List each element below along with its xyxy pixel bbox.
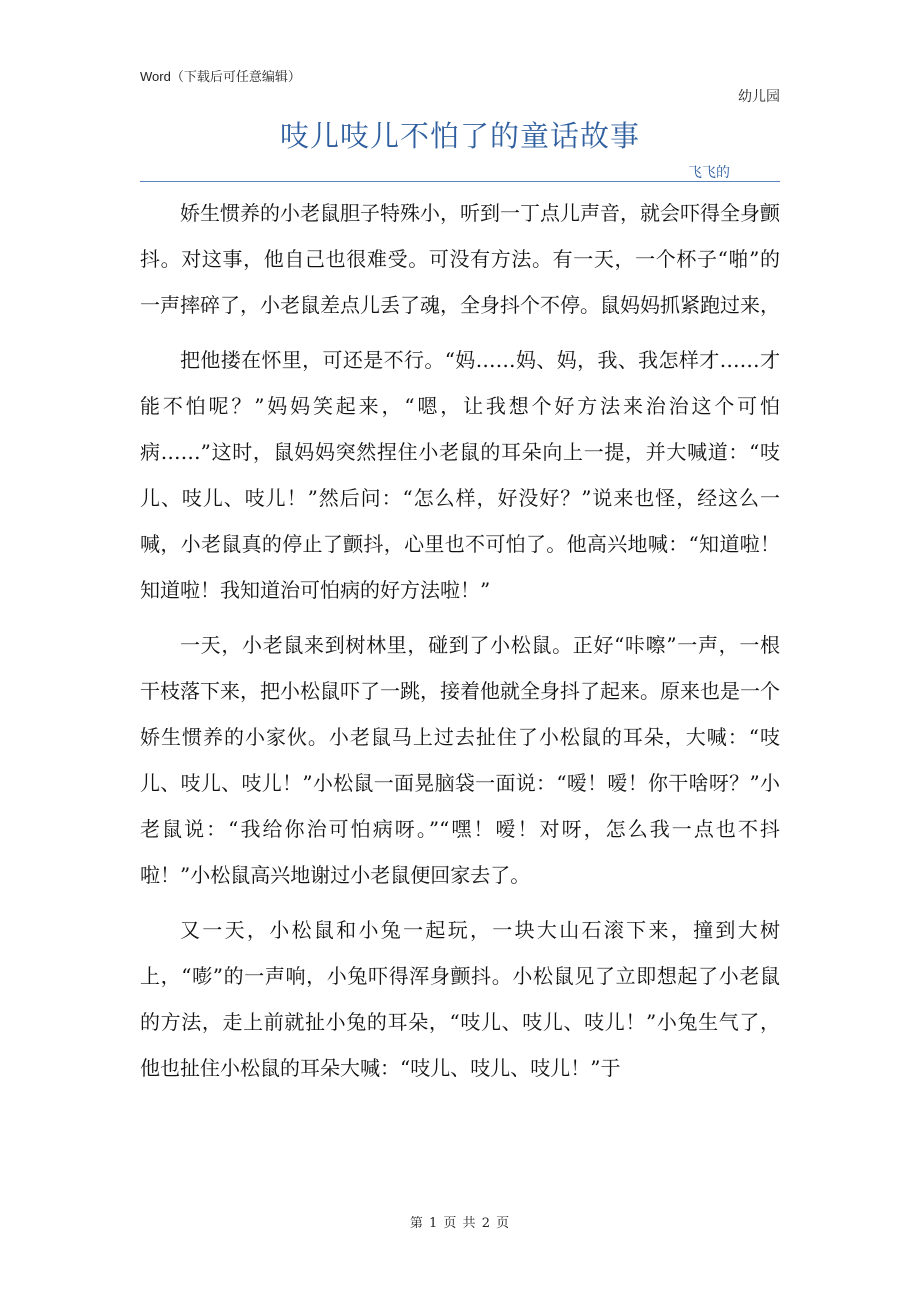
paragraph-4: 又一天，小松鼠和小兔一起玩，一块大山石滚下来，撞到大树上，“嘭”的一声响，小兔吓得浑身颤抖。小松鼠见了立即想起了小老鼠的方法，走上前就扯小兔的耳朵，“吱儿、吱儿、吱儿！”小兔生气了，他也扯住小松鼠的耳朵大喊：“吱儿、吱儿、吱儿！”于	[140, 918, 780, 1080]
paragraph-1: 娇生惯养的小老鼠胆子特殊小，听到一丁点儿声音，就会吓得全身颤抖。对这事，他自己也很难受。可没有方法。有一天，一个杯子“啪”的一声摔碎了，小老鼠差点儿丢了魂，全身抖个不停。鼠妈妈抓紧跑过来，	[140, 201, 780, 317]
document-title: 吱儿吱儿不怕了的童话故事	[279, 119, 640, 153]
page-footer: 第 1 页 共 2 页	[409, 1216, 511, 1231]
paragraph-2: 把他搂在怀里，可还是不行。“妈……妈、妈，我、我怎样才……才能不怕呢？”妈妈笑起来，“嗯，让我想个好方法来治治这个可怕病……”这时，鼠妈妈突然捏住小老鼠的耳朵向上一提，并大喊道：“吱儿、吱儿、吱儿！”然后问：“怎么样，好没好？”说来也怪，经这么一喊，小老鼠真的停止了颤抖，心里也不可怕了。他高兴地喊：“知道啦！知道啦！我知道治可怕病的好方法啦！”	[140, 348, 780, 602]
header-category: 幼儿园	[738, 89, 780, 105]
header-note: Word（下载后可任意编辑）	[140, 69, 301, 84]
title-divider	[140, 181, 780, 182]
paragraph-3: 一天，小老鼠来到树林里，碰到了小松鼠。正好“咔嚓”一声，一根干枝落下来，把小松鼠吓了一跳，接着他就全身抖了起来。原来也是一个娇生惯养的小家伙。小老鼠马上过去扯住了小松鼠的耳朵，大喊：“吱儿、吱儿、吱儿！”小松鼠一面晃脑袋一面说：“嗳！嗳！你干啥呀？”小老鼠说：“我给你治可怕病呀。”“嘿！嗳！对呀，怎么我一点也不抖啦！”小松鼠高兴地谢过小老鼠便回家去了。	[140, 633, 780, 887]
document-author: 飞飞的	[688, 165, 730, 181]
document-body	[140, 190, 780, 1100]
